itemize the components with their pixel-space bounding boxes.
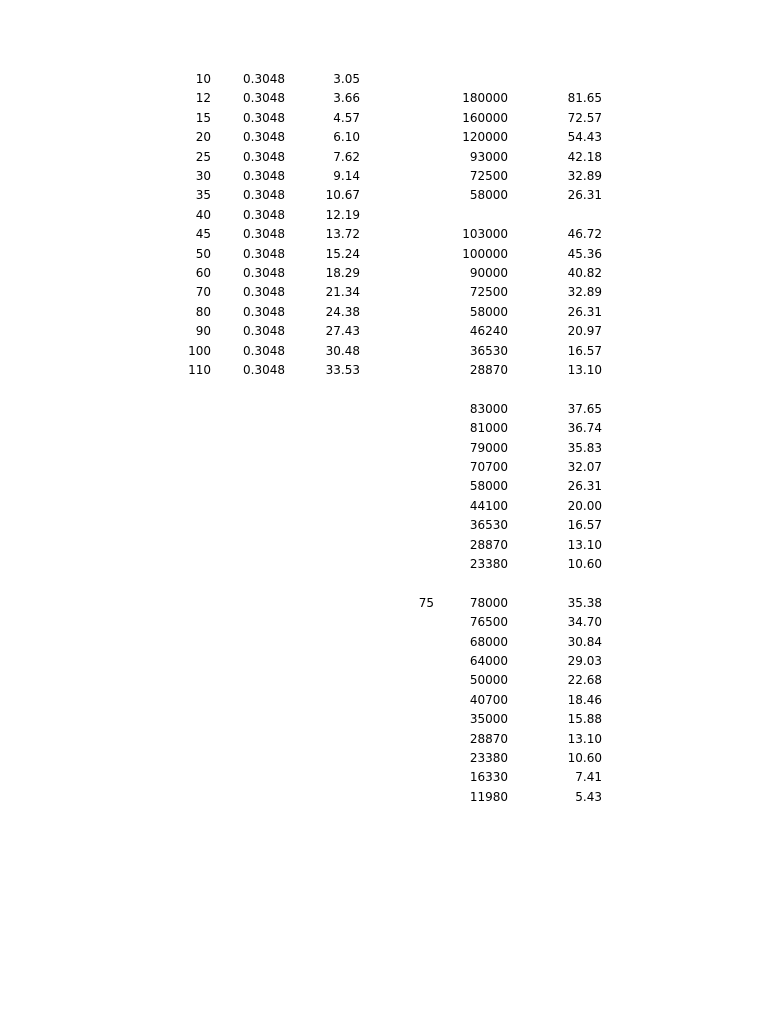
right-table-cell-result: 35.38 xyxy=(567,595,602,610)
left-table-cell-factor: 0.3048 xyxy=(243,130,285,145)
left-table-cell-result: 3.05 xyxy=(333,72,360,86)
right-table-cell-value: 100000 xyxy=(462,246,508,261)
right-table-cell-value: 70700 xyxy=(469,460,508,474)
right-table-cell-result: 37.65 xyxy=(567,401,602,416)
right-table-cell-value: 16330 xyxy=(469,770,508,785)
right-table-cell-result: 13.10 xyxy=(567,731,602,746)
left-table-cell-factor: 0.3048 xyxy=(243,110,285,125)
right-table-cell-value: 180000 xyxy=(462,91,508,106)
right-table-cell-value: 46240 xyxy=(469,324,508,339)
right-table-cell-value: 36530 xyxy=(469,518,508,533)
right-table-cell-result: 10.60 xyxy=(567,751,602,765)
right-table-cell-result: 5.43 xyxy=(575,789,602,804)
right-table-cell-value: 58000 xyxy=(469,304,508,319)
left-table-cell-value: 10 xyxy=(195,72,211,86)
right-table-cell-value: 79000 xyxy=(469,440,508,455)
right-table-cell-result: 34.70 xyxy=(567,615,602,630)
right-table-cell-value: 64000 xyxy=(469,654,508,668)
right-table-cell-value: 160000 xyxy=(462,110,508,125)
left-table-cell-factor: 0.3048 xyxy=(243,304,285,319)
left-table-cell-factor: 0.3048 xyxy=(243,91,285,106)
right-table-cell-result: 16.57 xyxy=(567,518,602,533)
left-table-cell-value: 100 xyxy=(188,343,211,358)
right-table-cell-value: 103000 xyxy=(462,227,508,242)
right-table-cell-value: 28870 xyxy=(469,731,508,746)
left-table-cell-result: 21.34 xyxy=(325,285,360,300)
right-table-cell-result: 22.68 xyxy=(567,673,602,688)
left-table-cell-value: 12 xyxy=(195,91,211,106)
right-table-cell-result: 54.43 xyxy=(567,130,602,145)
left-table-cell-result: 24.38 xyxy=(325,304,360,319)
right-table-cell-result: 32.89 xyxy=(567,285,602,300)
left-table-cell-result: 12.19 xyxy=(325,207,360,222)
left-table-cell-factor: 0.3048 xyxy=(243,207,285,222)
left-table-cell-result: 9.14 xyxy=(333,169,360,183)
right-table-cell-value: 81000 xyxy=(469,421,508,436)
left-table-cell-value: 70 xyxy=(195,285,211,300)
left-table-cell-factor: 0.3048 xyxy=(243,324,285,339)
left-table-cell-result: 3.66 xyxy=(333,91,360,106)
right-table-cell-result: 40.82 xyxy=(567,266,602,280)
left-table-cell-factor: 0.3048 xyxy=(243,266,285,280)
left-table-cell-value: 80 xyxy=(195,304,211,319)
right-table-cell-value: 58000 xyxy=(469,479,508,494)
left-table-cell-value: 25 xyxy=(195,149,211,164)
right-table-cell-value: 76500 xyxy=(469,615,508,630)
right-table-cell-value: 78000 xyxy=(469,595,508,610)
right-table-cell-result: 35.83 xyxy=(567,440,602,455)
left-table-cell-value: 20 xyxy=(195,130,211,145)
right-table-cell-value: 35000 xyxy=(469,712,508,727)
right-table-cell-value: 50000 xyxy=(469,673,508,688)
right-table-cell-result: 26.31 xyxy=(567,304,602,319)
left-table-cell-factor: 0.3048 xyxy=(243,285,285,300)
left-table-cell-result: 7.62 xyxy=(333,149,360,164)
left-table-cell-result: 27.43 xyxy=(325,324,360,339)
left-table-cell-value: 45 xyxy=(195,227,211,242)
left-table-cell-value: 15 xyxy=(195,110,211,125)
left-table-cell-factor: 0.3048 xyxy=(243,169,285,183)
right-table-cell-result: 13.10 xyxy=(567,363,602,377)
right-table-cell-result: 81.65 xyxy=(567,91,602,106)
right-table-cell-result: 7.41 xyxy=(575,770,602,785)
right-table-cell-value: 83000 xyxy=(469,401,508,416)
left-table-cell-value: 110 xyxy=(188,363,211,377)
left-table-cell-factor: 0.3048 xyxy=(243,149,285,164)
left-table-cell-factor: 0.3048 xyxy=(243,246,285,261)
left-table-cell-result: 13.72 xyxy=(325,227,360,242)
right-table-cell-result: 36.74 xyxy=(567,421,602,436)
right-table-cell-result: 16.57 xyxy=(567,343,602,358)
right-table-cell-result: 26.31 xyxy=(567,188,602,203)
left-table-cell-value: 40 xyxy=(195,207,211,222)
right-table-cell-result: 42.18 xyxy=(567,149,602,164)
right-table-cell-value: 58000 xyxy=(469,188,508,203)
left-table-cell-factor: 0.3048 xyxy=(243,363,285,377)
right-table-cell-result: 32.89 xyxy=(567,169,602,183)
right-table-cell-result: 45.36 xyxy=(567,246,602,261)
right-table-cell-result: 29.03 xyxy=(567,654,602,668)
left-table-cell-factor: 0.3048 xyxy=(243,72,285,86)
left-table-cell-result: 18.29 xyxy=(325,266,360,280)
right-table-cell-label: 75 xyxy=(418,595,434,610)
left-table-cell-value: 90 xyxy=(195,324,211,339)
right-table-cell-value: 23380 xyxy=(469,751,508,765)
left-table-cell-result: 15.24 xyxy=(325,246,360,261)
right-table-cell-value: 93000 xyxy=(469,149,508,164)
right-table-cell-value: 120000 xyxy=(462,130,508,145)
right-table-cell-result: 15.88 xyxy=(567,712,602,727)
left-table-cell-result: 6.10 xyxy=(333,130,360,145)
right-table-cell-value: 44100 xyxy=(469,498,508,513)
right-table-cell-result: 72.57 xyxy=(567,110,602,125)
left-table-cell-result: 30.48 xyxy=(325,343,360,358)
right-table-cell-result: 46.72 xyxy=(567,227,602,242)
right-table-cell-result: 20.00 xyxy=(567,498,602,513)
right-table-cell-value: 28870 xyxy=(469,363,508,377)
left-table-cell-result: 33.53 xyxy=(325,363,360,377)
right-table-cell-value: 36530 xyxy=(469,343,508,358)
left-table-cell-factor: 0.3048 xyxy=(243,188,285,203)
right-table-cell-result: 32.07 xyxy=(567,460,602,474)
right-table-cell-value: 72500 xyxy=(469,285,508,300)
right-table-cell-result: 20.97 xyxy=(567,324,602,339)
left-table-cell-value: 60 xyxy=(195,266,211,280)
right-table-cell-value: 72500 xyxy=(469,169,508,183)
left-table-cell-factor: 0.3048 xyxy=(243,343,285,358)
left-table-cell-value: 30 xyxy=(195,169,211,183)
left-table-cell-result: 10.67 xyxy=(325,188,360,203)
left-table-cell-factor: 0.3048 xyxy=(243,227,285,242)
right-table-cell-value: 23380 xyxy=(469,557,508,571)
right-table-cell-value: 90000 xyxy=(469,266,508,280)
right-table-cell-value: 28870 xyxy=(469,537,508,552)
left-table-cell-result: 4.57 xyxy=(333,110,360,125)
right-table-cell-value: 40700 xyxy=(469,692,508,707)
right-table-cell-result: 10.60 xyxy=(567,557,602,571)
left-table-cell-value: 35 xyxy=(195,188,211,203)
right-table-cell-result: 13.10 xyxy=(567,537,602,552)
right-table-cell-value: 68000 xyxy=(469,634,508,649)
right-table-cell-result: 18.46 xyxy=(567,692,602,707)
right-table-cell-result: 30.84 xyxy=(567,634,602,649)
right-table-cell-value: 11980 xyxy=(469,789,508,804)
left-table-cell-value: 50 xyxy=(195,246,211,261)
right-table-cell-result: 26.31 xyxy=(567,479,602,494)
